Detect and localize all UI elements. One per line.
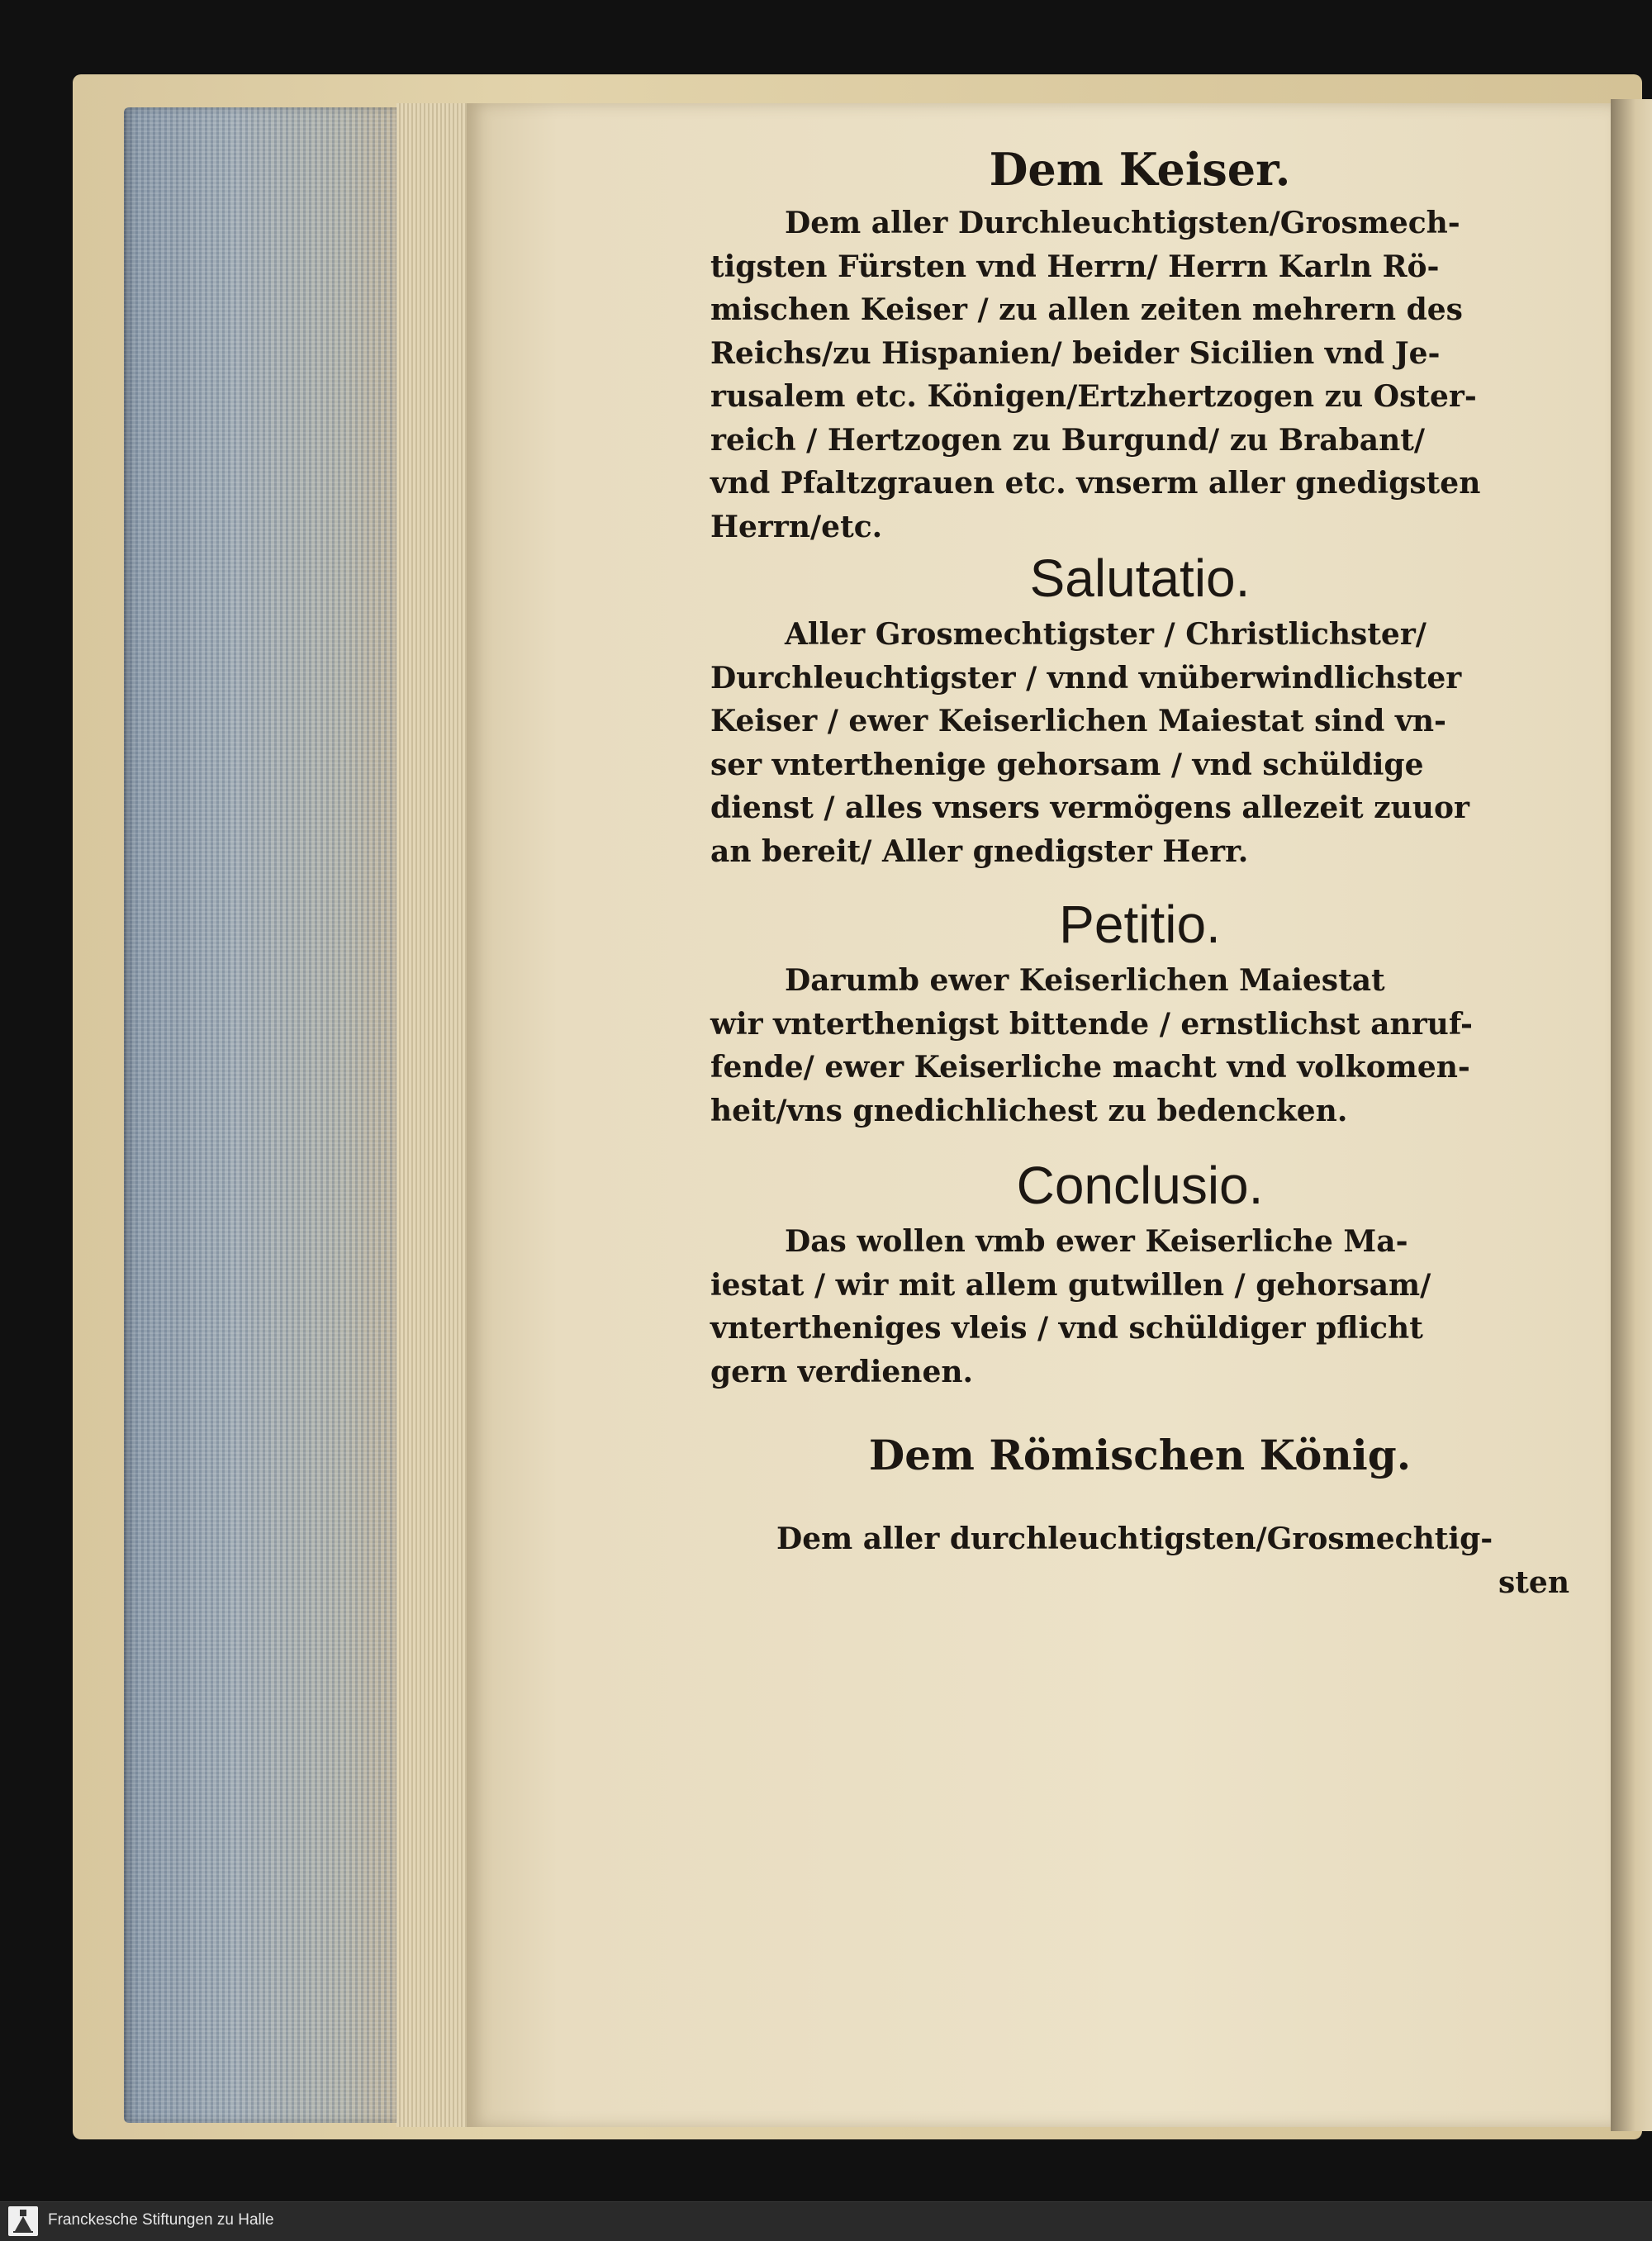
petitio-text <box>710 959 1569 1132</box>
text-line: rusalem etc. Königen/Ertzhertzogen zu Oster- <box>710 379 1477 414</box>
text-line: ser vnterthenige gehorsam / vnd schüldige <box>710 747 1424 782</box>
text-line: Keiser / ewer Keiserlichen Maiestat sind vn- <box>710 704 1446 738</box>
text-line: Aller Grosmechtigster / Christlichster/ <box>785 617 1427 652</box>
page-stack <box>396 103 471 2127</box>
text-line: Durchleuchtigster / vnnd vnüberwindlichster <box>710 660 1462 696</box>
address-koenig <box>710 1517 1569 1604</box>
text-line: dienst / alles vnsers vermögens allezeit zuuor <box>710 791 1469 825</box>
text-line: vntertheniges vleis / vnd schüldiger pflicht <box>710 1311 1423 1346</box>
text-line: tigsten Fürsten vnd Herrn/ Herrn Karln Rö- <box>710 249 1440 284</box>
address-keiser <box>710 202 1569 548</box>
text-line: reich / Hertzogen zu Burgund/ zu Brabant/ <box>710 422 1426 458</box>
text-line: Herrn/etc. <box>710 509 883 544</box>
salutatio-text <box>710 613 1569 873</box>
institution-logo-icon <box>8 2206 38 2236</box>
text-line: Darumb ewer Keiserlichen Maiestat <box>785 963 1385 998</box>
heading-conclusio: Conclusio. <box>1016 1156 1264 1215</box>
text-line: iestat / wir mit allem gutwillen / gehorsam/ <box>710 1267 1431 1303</box>
catchword: sten <box>1498 1564 1569 1600</box>
heading-dem-keiser: Dem Keiser. <box>989 143 1291 196</box>
heading-salutatio: Salutatio. <box>1029 548 1251 608</box>
text-line: Reichs/zu Hispanien/ beider Sicilien vnd Je- <box>710 335 1441 371</box>
text-line: mischen Keiser / zu allen zeiten mehrern des <box>710 292 1463 327</box>
text-line: heit/vns gnedichlichest zu bedencken. <box>710 1093 1348 1128</box>
institution-name: Franckesche Stiftungen zu Halle <box>48 2211 274 2229</box>
text-line: Dem aller durchleuchtigsten/Grosmechtig- <box>776 1522 1493 1556</box>
facing-page-edge <box>1611 99 1652 2131</box>
text-line: vnd Pfaltzgrauen etc. vnserm aller gnedigsten <box>710 466 1481 501</box>
text-line: an bereit/ Aller gnedigster Herr. <box>710 833 1249 869</box>
heading-petitio: Petitio. <box>1059 895 1221 954</box>
text-line: fende/ ewer Keiserliche macht vnd volkomen- <box>710 1050 1470 1085</box>
text-line: Dem aller Durchleuchtigsten/Grosmech- <box>785 206 1460 240</box>
text-line: Das wollen vmb ewer Keiserliche Ma- <box>785 1224 1408 1259</box>
text-line: gern verdienen. <box>710 1354 974 1389</box>
heading-dem-roemischen-koenig: Dem Römischen König. <box>868 1431 1412 1479</box>
text-line: wir vnterthenigst bittende / ernstlichst anruf- <box>710 1006 1473 1042</box>
footer-bar <box>0 2201 1652 2241</box>
conclusio-text <box>710 1220 1569 1394</box>
page-text <box>710 140 1569 1604</box>
page-fore-edge <box>124 107 396 2123</box>
